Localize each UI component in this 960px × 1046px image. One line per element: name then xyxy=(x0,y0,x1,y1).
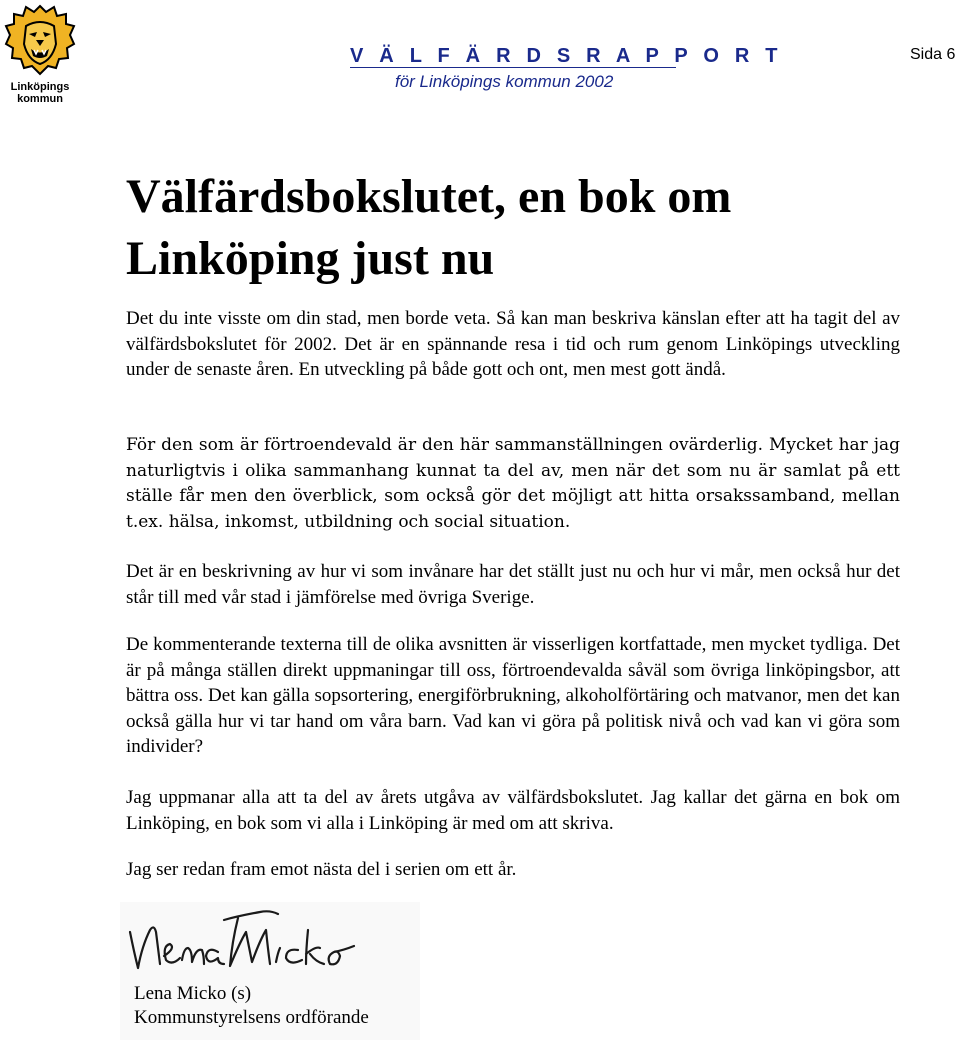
report-title: V Ä L F Ä R D S R A P P O R T xyxy=(350,45,783,67)
paragraph-3: Det är en beskrivning av hur vi som invånare har det ställt just nu och hur vi mår, men också hur det står till med vår stad i jämförelse med övriga Sverige. xyxy=(126,561,900,608)
logo-text: Linköpings kommun xyxy=(10,81,70,105)
signature-name: Lena Micko (s) xyxy=(134,983,252,1004)
paragraph-2: För den som är förtroendevald är den här sammanställningen ovärderlig. Mycket har jag naturligtvis i olika sammanhang kunnat ta del av, men när det som nu är samlat på ett ställe får men den överblick, som också gör det möjligt att hitta orsakssamband, mellan t.ex. hälsa, inkomst, utbildning och social situation. xyxy=(126,435,900,532)
paragraph-6: Jag ser redan fram emot nästa del i serien om ett år. xyxy=(126,859,517,880)
lion-crest-icon xyxy=(4,4,76,80)
handwritten-signature xyxy=(120,902,420,982)
page-number: Sida 6 xyxy=(910,46,956,63)
paragraph-1: Det du inte visste om din stad, men borde veta. Så kan man beskriva känslan efter att ha tagit del av välfärdsbokslutet för 2002. Det är en spännande resa i tid och rum genom Linköpings utveckling under de senaste åren. En utveckling på både gott och ont, men mest gott ändå. xyxy=(126,308,900,380)
linkoping-logo xyxy=(4,4,76,108)
report-subtitle: för Linköpings kommun 2002 xyxy=(395,72,614,91)
paragraph-5: Jag uppmanar alla att ta del av årets utgåva av välfärdsbokslutet. Jag kallar det gärna en bok om Linköping, en bok som vi alla i Linköping är med om att skriva. xyxy=(126,787,900,834)
report-title-underline xyxy=(350,67,676,68)
paragraph-4: De kommenterande texterna till de olika avsnitten är visserligen kortfattade, men mycket tydliga. Det är på många ställen direkt uppmaningar till oss, förtroendevalda såväl som övriga linköpingsbor, att bättra oss. Det kan gälla sopsortering, energiförbrukning, alkoholförtäring och matvanor, men det kan också gälla hur vi tar hand om våra barn. Vad kan vi göra på politisk nivå och vad kan vi göra som individer? xyxy=(126,634,900,757)
article-title: Välfärdsbokslutet, en bok om Linköping just nu xyxy=(126,170,732,285)
signature-role: Kommunstyrelsens ordförande xyxy=(134,1007,369,1028)
signature-block xyxy=(120,902,420,1040)
